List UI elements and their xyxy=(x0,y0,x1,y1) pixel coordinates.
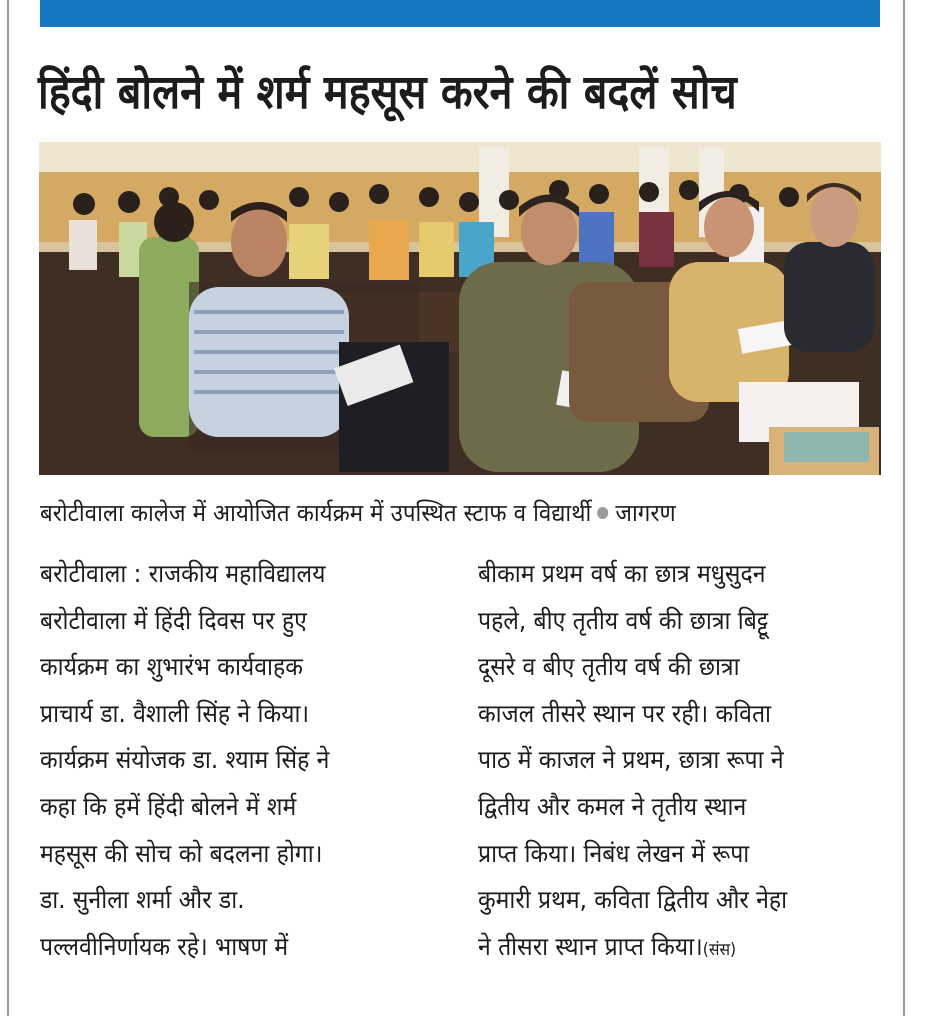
body-line: बरोटीवाला : राजकीय महाविद्यालय xyxy=(40,559,326,588)
classroom-photo xyxy=(39,142,881,475)
body-line: बरोटीवाला में हिंदी दिवस पर हुए xyxy=(40,605,307,635)
body-line: कार्यक्रम संयोजक डा. श्याम सिंह ने xyxy=(40,745,330,775)
article-column-left xyxy=(40,551,460,970)
section-banner xyxy=(40,0,880,27)
photo-caption xyxy=(40,495,821,531)
body-line: कहा कि हमें हिंदी बोलने में शर्म xyxy=(40,791,297,821)
bullet-dot-icon xyxy=(597,507,608,519)
article-headline: हिंदी बोलने में शर्म महसूस करने की बदलें सोच xyxy=(38,65,737,120)
body-line-last xyxy=(478,924,855,971)
body-line: महसूस की सोच को बदलना होगा। xyxy=(40,838,323,868)
body-line: प्राचार्य डा. वैशाली सिंह ने किया। xyxy=(40,698,310,728)
body-line: काजल तीसरे स्थान पर रही। कविता xyxy=(478,698,772,728)
caption-text: बरोटीवाला कालेज में आयोजित कार्यक्रम में उपस्थित स्टाफ व विद्यार्थी xyxy=(40,499,592,527)
body-line: डा. सुनीला शर्मा और डा. xyxy=(40,885,245,915)
body-line: प्राप्त किया। निबंध लेखन में रूपा xyxy=(478,838,750,868)
body-line: कुमारी प्रथम, कविता द्वितीय और नेहा xyxy=(478,885,788,915)
body-line-text: ने तीसरा स्थान प्राप्त किया। xyxy=(478,931,703,961)
body-line: पाठ में काजल ने प्रथम, छात्रा रूपा ने xyxy=(478,745,784,775)
article-column-right xyxy=(478,551,888,970)
next-article-headline xyxy=(40,996,800,1016)
byline-tag: (संस) xyxy=(702,939,737,960)
caption-credit: जागरण xyxy=(615,499,676,527)
body-line: द्वितीय और कमल ने तृतीय स्थान xyxy=(478,791,747,821)
photo-illustration xyxy=(39,142,881,475)
body-line: कार्यक्रम का शुभारंभ कार्यवाहक xyxy=(40,652,303,682)
body-line: पल्लवीनिर्णायक रहे। भाषण में xyxy=(40,931,289,961)
body-line: दूसरे व बीए तृतीय वर्ष की छात्रा xyxy=(478,652,740,682)
body-line: बीकाम प्रथम वर्ष का छात्र मधुसुदन xyxy=(478,559,766,588)
column-rule-left xyxy=(7,0,9,1016)
column-rule-right xyxy=(903,0,905,1016)
body-line: पहले, बीए तृतीय वर्ष की छात्रा बिट्टू xyxy=(478,605,769,635)
